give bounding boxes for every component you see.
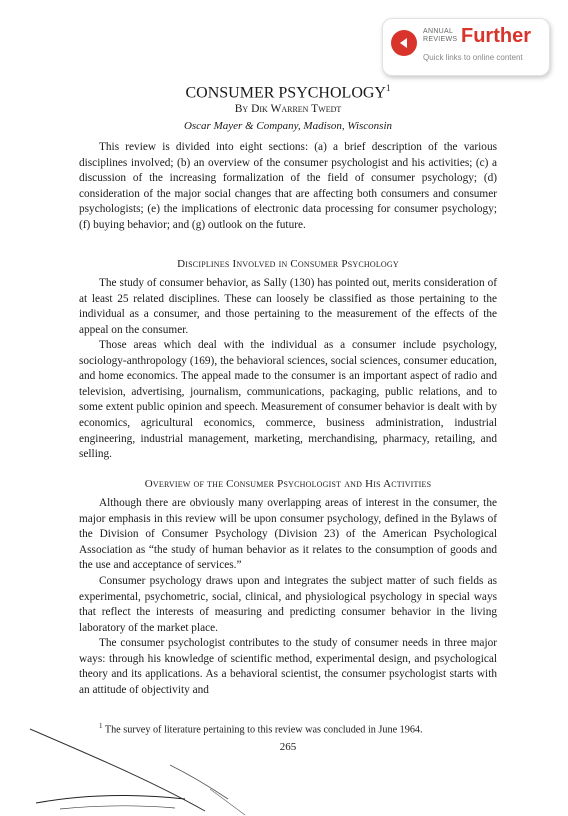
annual-reviews-further-badge[interactable] bbox=[382, 18, 550, 76]
paragraph-disciplines-2: Those areas which deal with the individual as a consumer include psychology, sociology-anthropology (169), the behavioral sciences, social sciences, consumer education, and home economics. The appeal made to the consumer is an important aspect of radio and television, advertising, journalism, communications, packaging, public relations, and to some extent public opinion and speech. Measurement of consumer behavior is dealt with by economics, agricultural economics, commerce, business administration, industrial engineering, industrial management, marketing, merchandising, pharmacy, retailing, and selling. bbox=[79, 339, 497, 461]
article-byline: By Dik Warren Twedt bbox=[234, 103, 342, 115]
badge-subtitle: Quick links to online content bbox=[423, 53, 523, 62]
scan-pen-marks bbox=[0, 725, 250, 816]
play-arrow-icon bbox=[391, 30, 417, 56]
paragraph-overview-1: Although there are obviously many overlapping areas of interest in the consumer, the major emphasis in this review will be upon consumer psychology, defined in the Bylaws of the Division of Consumer Psychology (Division 23) of the American Psychological Association as “the study of human behavior as it relates to the consumption of goods and the use and acceptance of services.” bbox=[79, 497, 497, 572]
paragraph-overview-3: The consumer psychologist contributes to the study of consumer needs in three major ways: through his knowledge of scientific method, experimental design, and psychological theory and its applications. As a behavioral scientist, the consumer psychologist starts with an attitude of objectivity and bbox=[79, 637, 497, 696]
footnote: $^1$ The survey of literature pertaining to this review was concluded in June 1964. bbox=[99, 722, 423, 736]
paragraph-disciplines-1: The study of consumer behavior, as Sally (130) has pointed out, merits consideration of at least 25 related disciplines. These can loosely be classified as those pertaining to the individual as a consumer, and those pertaining to the measurement of the effects of the appeal on the consumer. bbox=[79, 277, 497, 336]
page-number: 265 bbox=[279, 741, 297, 753]
paragraph-overview-2: Consumer psychology draws upon and integrates the subject matter of such fields as experimental, psychometric, social, clinical, and physiological psychology in special ways that reflect the interests of measuring and predicting consumer behavior in the living laboratory of the market place. bbox=[79, 575, 497, 634]
section-heading-disciplines: Disciplines Involved in Consumer Psychology bbox=[177, 258, 399, 270]
intro-paragraph: This review is divided into eight sections: (a) a brief description of the various disciplines involved; (b) an overview of the consumer psychologist and his activities; (c) a discussion of the increasing formalization of the field of consumer psychology; (d) consideration of the major social changes that are affecting both consumers and consumer psychologists; (e) the implications of electronic data processing for consumer psychology; (f) buying behavior; and (g) outlook on the future. bbox=[79, 141, 497, 231]
left-arrow-icon bbox=[397, 36, 411, 50]
article-title: CONSUMER PSYCHOLOGY$^1$ bbox=[185, 83, 391, 102]
badge-annual-reviews-label: ANNUAL REVIEWS bbox=[423, 28, 458, 43]
article-affiliation: Oscar Mayer & Company, Madison, Wisconsin bbox=[183, 120, 393, 132]
section-heading-overview: Overview of the Consumer Psychologist and His Activities bbox=[144, 478, 432, 490]
badge-further-label: Further bbox=[461, 25, 531, 47]
